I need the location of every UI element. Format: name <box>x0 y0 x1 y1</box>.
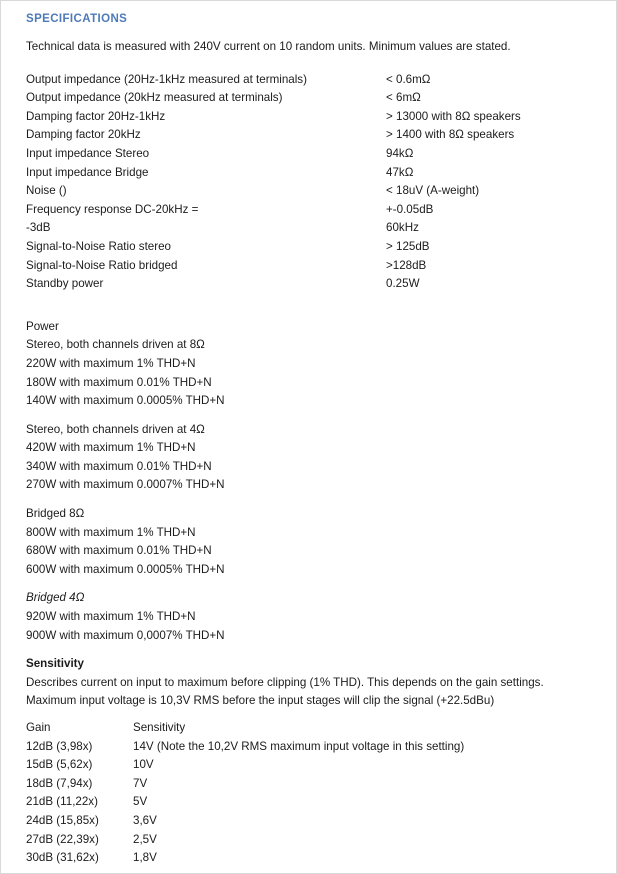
spec-value: < 6mΩ <box>386 91 421 105</box>
table-row <box>26 831 611 850</box>
spec-value: > 1400 with 8Ω speakers <box>386 128 515 142</box>
spec-row <box>26 219 611 238</box>
spec-label: Damping factor 20kHz <box>26 128 141 142</box>
spec-label: Signal-to-Noise Ratio stereo <box>26 239 171 253</box>
spec-row <box>26 126 611 145</box>
gain-cell: 27dB (22,39x) <box>26 832 99 846</box>
spec-label: Input impedance Stereo <box>26 146 150 160</box>
power-line: 680W with maximum 0.01% THD+N <box>26 544 212 558</box>
column-header-gain: Gain <box>26 721 51 734</box>
power-heading: Power <box>26 319 59 333</box>
table-row <box>26 793 611 812</box>
power-line: 270W with maximum 0.0007% THD+N <box>26 478 225 492</box>
spec-row <box>26 257 611 276</box>
spec-value: < 18uV (A-weight) <box>386 184 480 198</box>
gain-cell: 30dB (31,62x) <box>26 851 99 865</box>
spec-row <box>26 71 611 90</box>
power-line: 420W with maximum 1% THD+N <box>26 441 196 455</box>
sensitivity-heading: Sensitivity <box>26 657 84 671</box>
sensitivity-cell: 10V <box>133 758 154 772</box>
spec-value: 47kΩ <box>386 165 414 179</box>
sensitivity-section <box>26 655 611 868</box>
table-row <box>26 756 611 775</box>
spec-label: Damping factor 20Hz-1kHz <box>26 109 166 123</box>
spec-value: 60kHz <box>386 221 419 235</box>
spec-row <box>26 201 611 220</box>
power-line: 800W with maximum 1% THD+N <box>26 525 196 539</box>
table-row <box>26 738 611 757</box>
page-title: SPECIFICATIONS <box>26 13 128 25</box>
spec-row <box>26 145 611 164</box>
spec-row <box>26 182 611 201</box>
spec-value: 0.25W <box>386 277 420 291</box>
intro-text: Technical data is measured with 240V current on 10 random units. Minimum values are stated. <box>26 40 511 53</box>
power-section <box>26 318 611 646</box>
gain-table-header <box>26 719 611 738</box>
power-line: 900W with maximum 0,0007% THD+N <box>26 628 225 642</box>
table-row <box>26 775 611 794</box>
spec-value: > 13000 with 8Ω speakers <box>386 109 521 123</box>
sensitivity-cell: 1,8V <box>133 851 157 865</box>
table-row <box>26 849 611 868</box>
gain-cell: 21dB (11,22x) <box>26 795 98 809</box>
gain-cell: 12dB (3,98x) <box>26 739 93 753</box>
power-line: 180W with maximum 0.01% THD+N <box>26 375 212 389</box>
power-line: 140W with maximum 0.0005% THD+N <box>26 394 225 408</box>
spec-value: > 125dB <box>386 239 430 253</box>
gain-cell: 15dB (5,62x) <box>26 758 93 772</box>
gain-cell: 24dB (15,85x) <box>26 813 99 827</box>
sensitivity-description: Maximum input voltage is 10,3V RMS before the input stages will clip the signal (+22.5dBu) <box>26 694 495 708</box>
power-line: 220W with maximum 1% THD+N <box>26 356 196 370</box>
column-header-sensitivity: Sensitivity <box>133 721 186 734</box>
table-row <box>26 812 611 831</box>
power-line: 340W with maximum 0.01% THD+N <box>26 459 212 473</box>
sensitivity-description: Describes current on input to maximum before clipping (1% THD). This depends on the gain settings. <box>26 675 544 689</box>
sensitivity-cell: 5V <box>133 795 148 809</box>
sensitivity-cell: 2,5V <box>133 832 157 846</box>
sensitivity-cell: 7V <box>133 776 148 790</box>
specs-table <box>26 71 611 294</box>
power-group-title: Stereo, both channels driven at 8Ω <box>26 338 205 352</box>
spec-row <box>26 89 611 108</box>
spec-label: Output impedance (20kHz measured at terminals) <box>26 91 283 105</box>
spec-row <box>26 238 611 257</box>
spec-label: Standby power <box>26 277 104 291</box>
spec-label: Signal-to-Noise Ratio bridged <box>26 258 178 272</box>
power-group-title: Bridged 4Ω <box>26 591 85 605</box>
document-content <box>26 9 611 868</box>
spec-row <box>26 108 611 127</box>
power-line: 600W with maximum 0.0005% THD+N <box>26 562 225 576</box>
sensitivity-cell: 14V (Note the 10,2V RMS maximum input voltage in this setting) <box>133 739 465 753</box>
spec-label: -3dB <box>26 221 51 235</box>
spec-value: 94kΩ <box>386 146 414 160</box>
power-group-title: Stereo, both channels driven at 4Ω <box>26 422 205 436</box>
spec-label: Noise () <box>26 184 67 198</box>
gain-cell: 18dB (7,94x) <box>26 776 93 790</box>
power-line: 920W with maximum 1% THD+N <box>26 610 196 624</box>
spec-row <box>26 164 611 183</box>
spec-label: Frequency response DC-20kHz = <box>26 202 199 216</box>
spec-label: Output impedance (20Hz-1kHz measured at terminals) <box>26 72 307 86</box>
spec-label: Input impedance Bridge <box>26 165 149 179</box>
gain-table <box>26 719 611 868</box>
power-group-title: Bridged 8Ω <box>26 507 85 521</box>
spec-row <box>26 275 611 294</box>
spec-value: +-0.05dB <box>386 202 434 216</box>
spec-value: < 0.6mΩ <box>386 72 431 86</box>
spec-value: >128dB <box>386 258 427 272</box>
sensitivity-cell: 3,6V <box>133 813 157 827</box>
